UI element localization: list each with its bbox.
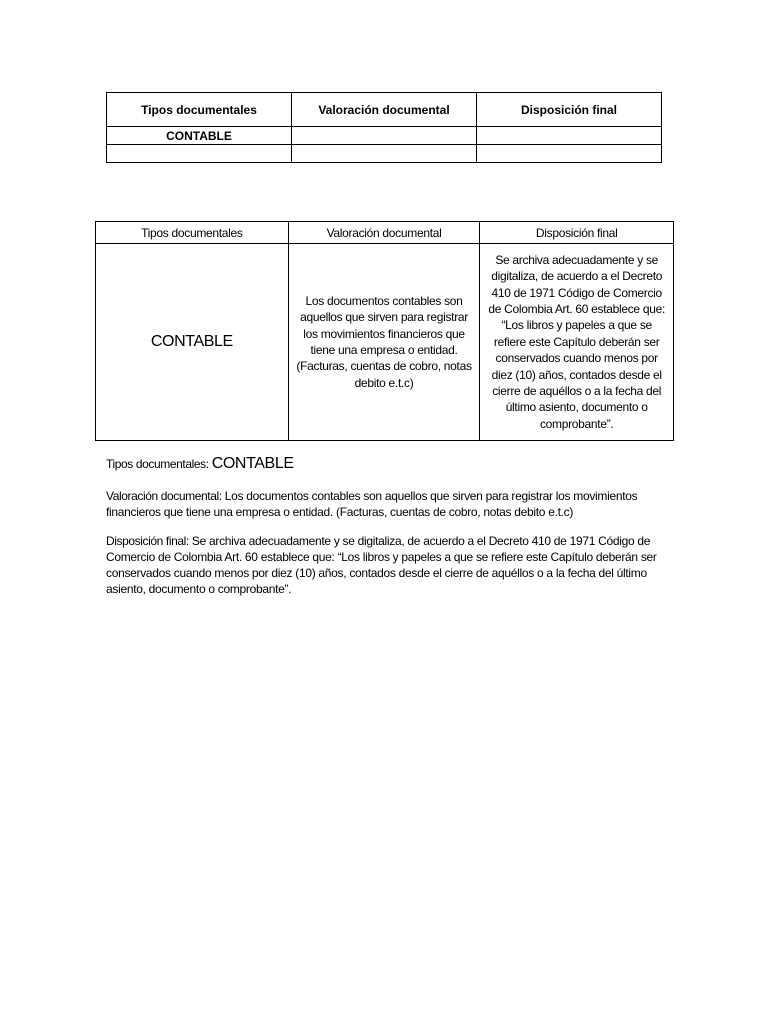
filled-document-table [95,221,674,441]
cell-tipo: CONTABLE [107,127,292,145]
cell-empty [292,145,477,163]
header-disposicion-final: Disposición final [477,93,662,127]
valoracion-text: Los documentos contables son aquellos que sirven para registrar los movimientos financieros que tiene una empresa o entidad. (Facturas, cuentas de cobro, notas debito e.t.c) [106,489,638,519]
table-row [107,145,662,163]
header-tipos-documentales: Tipos documentales [107,93,292,127]
valoracion-paragraph [106,488,662,520]
table-row [107,127,662,145]
table-row [96,244,674,441]
table-header-row [96,222,674,244]
tipos-label: Tipos documentales: [106,457,209,471]
table-header-row [107,93,662,127]
header-disposicion-final: Disposición final [480,222,674,244]
cell-empty [477,145,662,163]
valoracion-label: Valoración documental: [106,489,222,503]
header-valoracion-documental: Valoración documental [288,222,480,244]
cell-tipo-contable: CONTABLE [96,244,289,441]
header-tipos-documentales: Tipos documentales [96,222,289,244]
cell-valoracion-text: Los documentos contables son aquellos que sirven para registrar los movimientos financieros que tiene una empresa o entidad. (Facturas, cuentas de cobro, notas debito e.t.c) [288,244,480,441]
cell-valoracion [292,127,477,145]
cell-disposicion [477,127,662,145]
tipos-value: CONTABLE [211,455,294,472]
disposicion-paragraph [106,533,662,597]
header-valoracion-documental: Valoración documental [292,93,477,127]
blank-template-table [106,92,662,163]
disposicion-label: Disposición final: [106,534,189,548]
tipos-paragraph [106,456,662,472]
cell-disposicion-text: Se archiva adecuadamente y se digitaliza, de acuerdo a el Decreto 410 de 1971 Código de Comercio de Colombia Art. 60 establece que: “Los libros y papeles a que se refiere este Capítulo deberán ser conservados cuando menos por diez (10) años, contados desde el cierre de aquéllos o a la fecha del último asiento, documento o comprobante”. [480,244,674,441]
disposicion-text: Se archiva adecuadamente y se digitaliza, de acuerdo a el Decreto 410 de 1971 Código de Comercio de Colombia Art. 60 establece que: “Los libros y papeles a que se refiere este Capítulo deberán ser conservados cuando menos por diez (10) años, contados desde el cierre de aquéllos o a la fecha del último asiento, documento o comprobante”. [106,534,657,596]
cell-empty [107,145,292,163]
